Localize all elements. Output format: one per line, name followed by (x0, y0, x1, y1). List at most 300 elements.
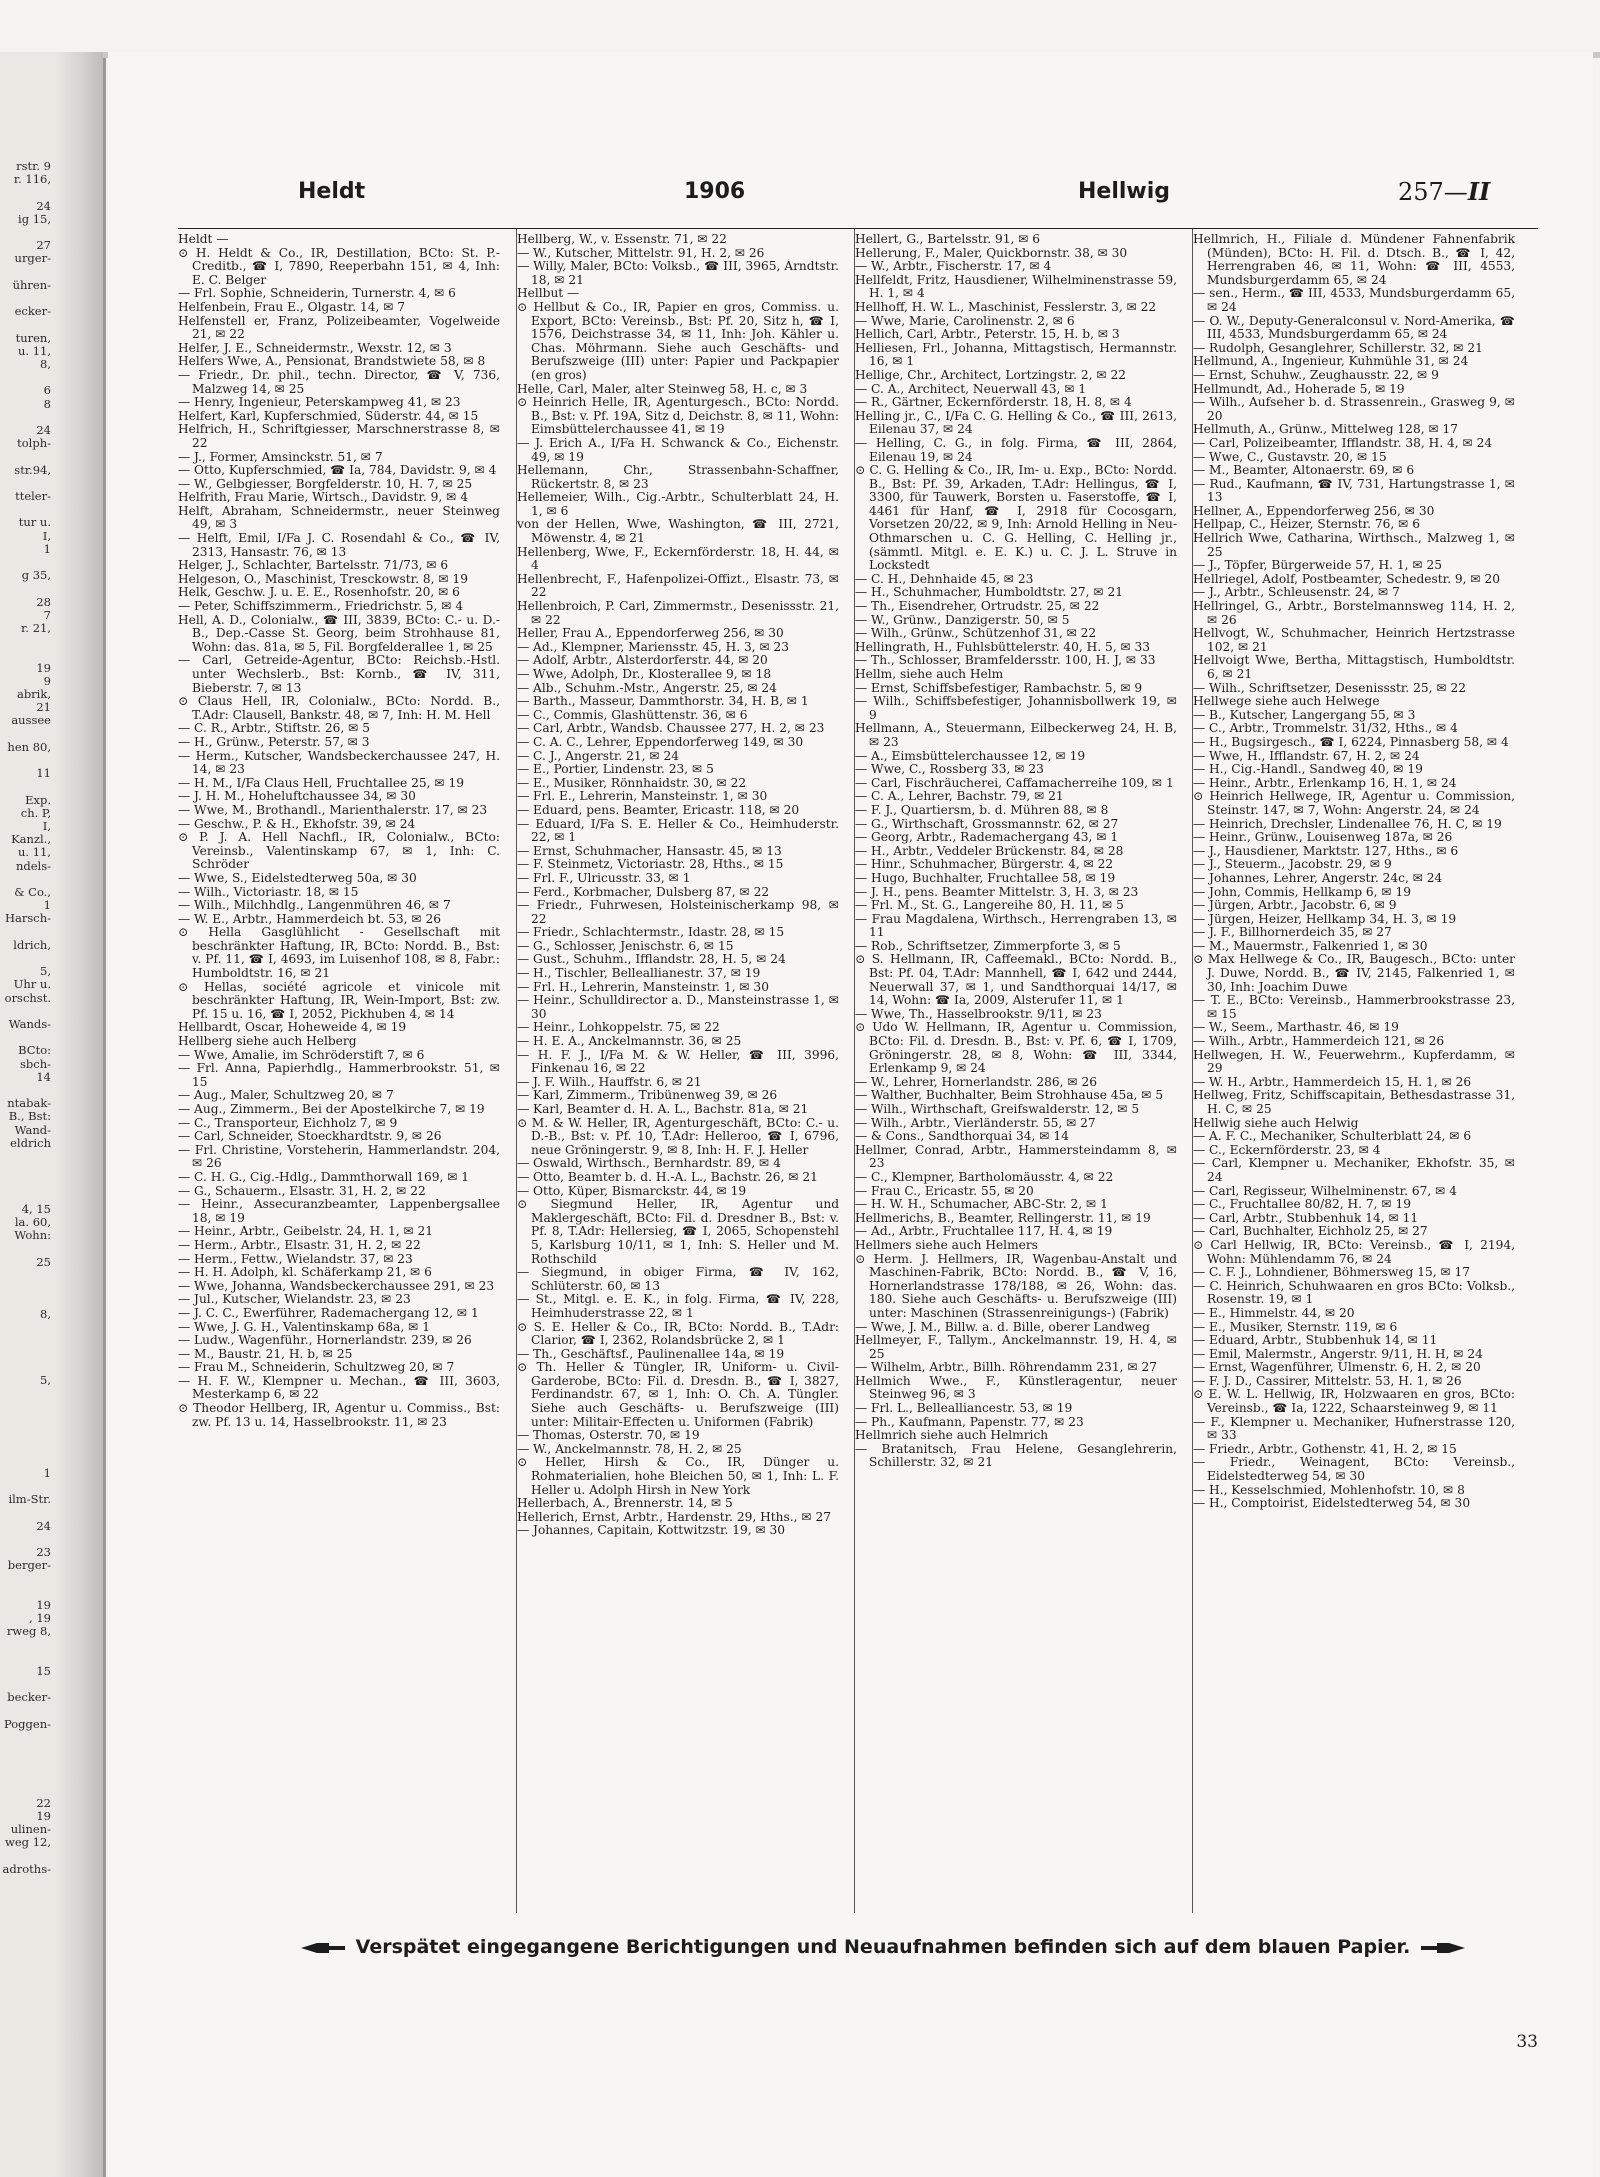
directory-entry: ⊙ Th. Heller & Tüngler, IR, Uniform- u. Civil-Garderobe, BCto: Fil. d. Dresdn. B., ☎ I, 3827, Ferdinandstr. 67, ✉ 1, Inh: O. Ch. A. Tüngler. Siehe auch Geschäfts- u. Berufszweige (III) unter: Militair-Effecten u. Uniformen (Fabrik) (517, 1360, 839, 1429)
directory-entry: — Barth., Masseur, Dammthorstr. 34, H. B, ✉ 1 (517, 694, 809, 709)
directory-entry: Hellmundt, Ad., Hoherade 5, ✉ 19 (1193, 381, 1405, 396)
directory-entry: — H., Arbtr., Veddeler Brückenstr. 84, ✉ 28 (855, 843, 1124, 858)
directory-entry: — C. A., Architect, Neuerwall 43, ✉ 1 (855, 381, 1087, 396)
directory-entry: — Heinr., Schulldirector a. D., Mansteinstrasse 1, ✉ 30 (517, 993, 839, 1021)
strip-fragment: 23 (36, 1545, 51, 1559)
directory-entry: — Wilhelm, Arbtr., Billh. Röhrendamm 231, ✉ 27 (855, 1360, 1158, 1375)
directory-entry: ⊙ C. G. Helling & Co., IR, Im- u. Exp., BCto: Nordd. B., Bst: Pf. 39, Arkaden, T.Adr: Hellingus, ☎ I, 3300, für Tauwerk, Borsten u. Faserstoffe, ☎ I, 4461 für Hanf, ☎ I, 2918 für Cocosgarn, Vorsetzen 20/22, ✉ 9, Inh: Arnold Helling in Neu-Othmarschen u. C. G. Helling, C. Helling jr., (sämmtl. Mitgl. e. E. K.) u. C. J. L. Struve in Lockstedt (855, 463, 1177, 573)
directory-entry: ⊙ Siegmund Heller, IR, Agentur und Maklergeschäft, BCto: Fil. d. Dresdner B., Bst: v. Pf. 8, T.Adr: Hellersieg, ☎ I, 2065, Schopenstehl 5, Karlsburg 10/11, ✉ 1, Inh: S. Heller und M. Rothschild (517, 1197, 839, 1266)
directory-entry: — Carl, Klempner u. Mechaniker, Ekhofstr. 35, ✉ 24 (1193, 1156, 1515, 1184)
strip-fragment: 8, (40, 357, 51, 371)
directory-entry: Hellberg, W., v. Essenstr. 71, ✉ 22 (517, 232, 727, 246)
directory-entry: — Willy, Maler, BCto: Volksb., ☎ III, 3965, Arndtstr. 18, ✉ 21 (517, 259, 839, 287)
directory-entry: — W., Gelbgiesser, Borgfelderstr. 10, H. 7, ✉ 25 (178, 476, 473, 491)
strip-fragment: 6 (43, 383, 51, 398)
directory-entry: — Frl. E., Lehrerin, Mansteinstr. 1, ✉ 30 (517, 789, 768, 804)
strip-fragment: u. 11, (17, 343, 51, 358)
directory-entry: — Friedr., Dr. phil., techn. Director, ☎ V, 736, Malzweg 14, ✉ 25 (178, 367, 500, 396)
directory-entry: — Frau C., Ericastr. 55, ✉ 20 (855, 1183, 1034, 1198)
directory-entry: — Karl, Beamter d. H. A. L., Bachstr. 81a, ✉ 21 (517, 1102, 809, 1116)
directory-entry: — Helling, C. G., in folg. Firma, ☎ III, 2864, Eilenau 19, ✉ 24 (855, 435, 1177, 464)
directory-columns (178, 228, 1538, 1909)
strip-fragment: 1 (43, 1465, 51, 1480)
directory-entry: — Helft, Emil, I/Fa J. C. Rosendahl & Co., ☎ IV, 2313, Hansastr. 76, ✉ 13 (178, 531, 500, 559)
directory-entry: ⊙ Herm. J. Hellmers, IR, Wagenbau-Anstalt und Maschinen-Fabrik, BCto: Nordd. B., ☎ V, 16, Hornerlandstrasse 178/188, ✉ 26, Wohn: das. 180. Siehe auch Geschäfts- u. Berufszweige (III) unter: Maschinen (Strassenreinigungs-) (Fabrik) (855, 1251, 1177, 1320)
directory-entry: — C. R., Arbtr., Stiftstr. 26, ✉ 5 (178, 721, 370, 736)
adjacent-page-strip (0, 52, 106, 2177)
directory-entry: — W., Kutscher, Mittelstr. 91, H. 2, ✉ 26 (517, 245, 765, 260)
strip-fragment: 9 (43, 673, 51, 688)
directory-entry: — Henry, Ingenieur, Peterskampweg 41, ✉ 23 (178, 395, 461, 410)
directory-entry: — H., Bugsirgesch., ☎ I, 6224, Pinnasberg 58, ✉ 4 (1193, 734, 1509, 749)
directory-entry: — Wilh., Aufseher b. d. Strassenrein., Grasweg 9, ✉ 20 (1193, 395, 1515, 423)
strip-fragment: 8, (40, 1307, 51, 1322)
directory-entry: — Jul., Kutscher, Wielandstr. 23, ✉ 23 (178, 1292, 411, 1307)
column-3 (854, 229, 1177, 1913)
directory-entry: Helling jr., C., I/Fa C. G. Helling & Co., ☎ III, 2613, Eilenau 37, ✉ 24 (855, 408, 1177, 437)
strip-fragment: 7 (43, 607, 51, 622)
strip-fragment: tur u. (18, 515, 51, 530)
directory-entry: ⊙ Carl Hellwig, IR, BCto: Vereinsb., ☎ I, 2194, Wohn: Mühlendamm 76, ✉ 24 (1193, 1237, 1515, 1266)
directory-page (108, 52, 1593, 2177)
directory-entry: — Ernst, Schiffsbefestiger, Rambachstr. 5, ✉ 9 (855, 680, 1143, 695)
directory-entry: — Friedr., Arbtr., Gothenstr. 41, H. 2, ✉ 15 (1193, 1441, 1457, 1456)
directory-entry: — Eduard, pens. Beamter, Ericastr. 118, ✉ 20 (517, 802, 800, 817)
directory-entry: ⊙ H. Heldt & Co., IR, Destillation, BCto: St. P.-Creditb., ☎ I, 7890, Reeperbahn 151, ✉ 4, Inh: E. C. Belger (178, 245, 500, 287)
directory-entry: — H. F. J., I/Fa M. & W. Heller, ☎ III, 3996, Finkenau 16, ✉ 22 (517, 1047, 839, 1076)
directory-entry: — M., Mauermstr., Falkenried 1, ✉ 30 (1193, 938, 1428, 953)
strip-fragment: 27 (36, 238, 51, 253)
directory-entry: Hellmrich siehe auch Helmrich (855, 1428, 1049, 1443)
directory-entry: — Frl. L., Bellealliancestr. 53, ✉ 19 (855, 1401, 1073, 1416)
directory-entry: — Alb., Schuhm.-Mstr., Angerstr. 25, ✉ 24 (517, 680, 777, 695)
strip-fragment: 28 (36, 594, 51, 609)
directory-entry: — Th., Eisendreher, Ortrudstr. 25, ✉ 22 (855, 599, 1100, 614)
directory-entry: — Wilh., Arbtr., Vierländerstr. 55, ✉ 27 (855, 1115, 1096, 1130)
directory-entry: — Hinr., Schuhmacher, Bürgerstr. 4, ✉ 22 (855, 857, 1114, 872)
strip-fragment: 4, 15 (21, 1201, 51, 1216)
strip-fragment: str.94, (14, 462, 51, 477)
directory-entry: — H. W. H., Schumacher, ABC-Str. 2, ✉ 1 (855, 1197, 1108, 1212)
directory-entry: Helfrich, H., Schriftgiesser, Marschnerstrasse 8, ✉ 22 (178, 422, 500, 450)
directory-entry: ⊙ Hellbut & Co., IR, Papier en gros, Commiss. u. Export, BCto: Vereinsb., Bst: Pf. 20, Sitz h, ☎ I, 1576, Deichstrasse 34, ✉ 11, Inh: Joh. Kähler u. Chas. Möhrmann. Siehe auch Geschäfts- und Berufszweige (III) unter: Papier und Packpapier (en gros) (517, 299, 839, 382)
strip-fragment: 11 (36, 766, 51, 781)
strip-fragment: ig 15, (18, 211, 51, 226)
directory-entry: — Wilh., Grünw., Schützenhof 31, ✉ 22 (855, 626, 1097, 641)
directory-entry: Helfer, J. E., Schneidermstr., Wexstr. 12, ✉ 3 (178, 340, 452, 355)
directory-entry: — T. E., BCto: Vereinsb., Hammerbrookstrasse 23, ✉ 15 (1193, 993, 1515, 1021)
directory-entry: — Wwe, Johanna, Wandsbeckerchaussee 291, ✉ 23 (178, 1278, 495, 1293)
strip-fragment: 22 (36, 1795, 51, 1810)
directory-entry: — E., Musiker, Rönnhaidstr. 30, ✉ 22 (517, 775, 747, 790)
directory-entry: — Th., Schlosser, Bramfeldersstr. 100, H. J, ✉ 33 (855, 653, 1156, 668)
strip-fragment: 19 (36, 1809, 51, 1823)
strip-fragment: r. 21, (21, 621, 51, 635)
directory-entry: — G., Wirthschaft, Grossmannstr. 62, ✉ 27 (855, 816, 1119, 831)
directory-entry: — C. H. G., Cig.-Hdlg., Dammthorwall 169, ✉ 1 (178, 1169, 470, 1184)
late-corrections-notice (258, 1927, 1508, 1967)
directory-entry: — Johannes, Capitain, Kottwitzstr. 19, ✉ 30 (517, 1523, 786, 1538)
directory-entry: Hellvoigt Wwe, Bertha, Mittagstisch, Humboldtstr. 6, ✉ 21 (1193, 653, 1515, 681)
directory-entry: von der Hellen, Wwe, Washington, ☎ III, 2721, Möwenstr. 4, ✉ 21 (517, 517, 839, 546)
directory-entry: Helle, Carl, Maler, alter Steinweg 58, H. c, ✉ 3 (517, 381, 808, 396)
running-header (178, 172, 1538, 212)
directory-entry: — J. H., pens. Beamter Mittelstr. 3, H. 3, ✉ 23 (855, 884, 1139, 899)
directory-entry: — J., Former, Amsinckstr. 51, ✉ 7 (178, 449, 383, 464)
directory-entry: — Aug., Maler, Schultzweg 20, ✉ 7 (178, 1088, 394, 1103)
directory-entry: — H., Schuhmacher, Humboldtstr. 27, ✉ 21 (855, 585, 1123, 600)
book-gutter (55, 52, 103, 2177)
directory-entry: Hellmer, Conrad, Arbtr., Hammersteindamm 8, ✉ 23 (855, 1142, 1177, 1171)
directory-entry: Hellerbach, A., Brennerstr. 14, ✉ 5 (517, 1496, 733, 1511)
strip-fragment: Poggen- (3, 1716, 51, 1731)
directory-entry: — Jürgen, Arbtr., Jacobstr. 6, ✉ 9 (1193, 898, 1397, 913)
directory-entry: — Wwe, C., Gustavstr. 20, ✉ 15 (1193, 449, 1387, 464)
directory-entry: — G., Schauerm., Elsastr. 31, H. 2, ✉ 22 (178, 1183, 426, 1198)
directory-entry: — Emil, Malermstr., Angerstr. 9/11, H. H, ✉ 24 (1193, 1346, 1483, 1361)
directory-entry: — Wwe, C., Rossberg 33, ✉ 23 (855, 762, 1044, 777)
directory-entry: — C. Heinrich, Schuhwaaren en gros BCto: Volksb., Rosenstr. 19, ✉ 1 (1193, 1278, 1515, 1307)
strip-fragment: 1 (43, 541, 51, 556)
directory-entry: — Friedr., Fuhrwesen, Holsteinischerkamp 98, ✉ 22 (517, 898, 839, 926)
directory-entry: — Aug., Zimmerm., Bei der Apostelkirche 7, ✉ 19 (178, 1102, 485, 1116)
directory-entry: — H. F. W., Klempner u. Mechan., ☎ III, 3603, Mesterkamp 6, ✉ 22 (178, 1373, 500, 1402)
strip-fragment: ecker- (14, 304, 51, 319)
directory-entry: Hellmann, A., Steuermann, Eilbeckerweg 24, H. B, ✉ 23 (855, 721, 1177, 749)
strip-fragment: eldrich (10, 1135, 51, 1150)
pointing-hand-icon (299, 1939, 349, 1957)
directory-entry: Heldt — (178, 232, 229, 246)
strip-fragment: rstr. 9 (16, 159, 51, 173)
directory-entry: — M., Beamter, Altonaerstr. 69, ✉ 6 (1193, 463, 1415, 478)
directory-entry: — Rudolph, Gesanglehrer, Schillerstr. 32, ✉ 21 (1193, 340, 1483, 355)
strip-fragment: 8 (43, 396, 51, 411)
directory-entry: — Carl, Arbtr., Wandsb. Chaussee 277, H. 2, ✉ 23 (517, 721, 825, 736)
strip-fragment: 21 (36, 700, 51, 715)
directory-entry: — Jürgen, Heizer, Hellkamp 34, H. 3, ✉ 19 (1193, 911, 1457, 926)
directory-entry: — Carl, Getreide-Agentur, BCto: Reichsb.-Hstl. unter Wechslerb., Bst: Kornb., ☎ IV, 311, Bieberstr. 7, ✉ 13 (178, 653, 500, 695)
directory-entry: Hellerung, F., Maler, Quickbornstr. 38, ✉ 30 (855, 245, 1128, 260)
directory-entry: — Heinr., Lohkoppelstr. 75, ✉ 22 (517, 1020, 720, 1035)
directory-entry: — Peter, Schiffszimmerm., Friedrichstr. 5, ✉ 4 (178, 599, 464, 614)
directory-entry: Hellwig siehe auch Helwig (1193, 1115, 1359, 1130)
strip-fragment: g 35, (21, 568, 51, 583)
strip-fragment: hen 80, (7, 739, 51, 754)
directory-entry: — sen., Herm., ☎ III, 4533, Mundsburgerdamm 65, ✉ 24 (1193, 286, 1515, 314)
directory-entry: ⊙ Udo W. Hellmann, IR, Agentur u. Commission, BCto: Fil. d. Dresdn. B., Bst: v. Pf. 6, ☎ I, 1709, Gröningerstr. 28, ✉ 8, Wohn: ☎ III, 3344, Erlenkamp 9, ✉ 24 (855, 1020, 1177, 1076)
directory-entry: — & Cons., Sandthorquai 34, ✉ 14 (855, 1129, 1069, 1144)
directory-entry: — Ernst, Schuhmacher, Hansastr. 45, ✉ 13 (517, 843, 782, 858)
directory-entry: ⊙ Hella Gasglühlicht - Gesellschaft mit beschränkter Haftung, IR, BCto: Nordd. B., Bst: v. Pf. 11, ☎ I, 4693, im Luisenhof 108, ✉ 8, Fabr.: Humboldtstr. 16, ✉ 21 (178, 925, 500, 981)
directory-entry: Helfert, Karl, Kupferschmied, Süderstr. 44, ✉ 15 (178, 408, 479, 423)
directory-entry: — Otto, Beamter b. d. H.-A. L., Bachstr. 26, ✉ 21 (517, 1169, 818, 1184)
directory-entry: Hellrich Wwe, Catharina, Wirthsch., Malzweg 1, ✉ 25 (1193, 531, 1515, 559)
strip-fragment: 1 (43, 898, 51, 913)
directory-entry: Hellfeldt, Fritz, Hausdiener, Wilhelminenstrasse 59, H. 1, ✉ 4 (855, 272, 1177, 301)
directory-entry: — Wilh., Wirthschaft, Greifswalderstr. 12, ✉ 5 (855, 1102, 1140, 1116)
directory-entry: ⊙ P. J. A. Hell Nachfl., IR, Colonialw., BCto: Vereinsb., Valentinskamp 67, ✉ 1, Inh: C. Schröder (178, 830, 500, 872)
directory-entry: ⊙ Heinrich Hellwege, IR, Agentur u. Commission, Steinstr. 147, ✉ 7, Wohn: Angerstr. 24, ✉ 24 (1193, 789, 1515, 817)
directory-entry: — M., Baustr. 21, H. b, ✉ 25 (178, 1346, 353, 1361)
strip-fragment: Harsch- (4, 911, 51, 926)
directory-entry: — F. J., Quartiersm, b. d. Mühren 88, ✉ 8 (855, 802, 1109, 817)
directory-entry: — Adolf, Arbtr., Alsterdorferstr. 44, ✉ 20 (517, 653, 768, 668)
directory-entry: Hellmrich, H., Filiale d. Mündener Fahnenfabrik (Münden), BCto: H. Fil. d. Dtsch. B., ☎ I, 42, Herrengraben 46, ✉ 11, Wohn: ☎ III, 4553, Mundsburgerdamm 65, ✉ 24 (1193, 232, 1515, 287)
strip-fragment: 19 (36, 1597, 51, 1612)
strip-fragment: I, (42, 819, 51, 833)
directory-entry: — Wilh., Schriftsetzer, Desenissstr. 25, ✉ 22 (1193, 680, 1466, 695)
directory-entry: — Walther, Buchhalter, Beim Strohhause 45a, ✉ 5 (855, 1088, 1164, 1103)
directory-entry: — Eduard, I/Fa S. E. Heller & Co., Heimhuderstr. 22, ✉ 1 (517, 816, 839, 845)
directory-entry: — Herm., Arbtr., Elsastr. 31, H. 2, ✉ 22 (178, 1237, 421, 1252)
directory-entry: ⊙ Theodor Hellberg, IR, Agentur u. Commiss., Bst: zw. Pf. 13 u. 14, Hasselbrookstr. 11, ✉ 23 (178, 1401, 500, 1429)
directory-entry: Hellm, siehe auch Helm (855, 667, 1004, 681)
directory-entry: — C., Commis, Glashüttenstr. 36, ✉ 6 (517, 707, 748, 722)
strip-fragment: r. 116, (13, 172, 51, 187)
directory-entry: — Wwe, S., Eidelstedterweg 50a, ✉ 30 (178, 870, 417, 885)
directory-entry: — Ernst, Schuhw., Zeughausstr. 22, ✉ 9 (1193, 367, 1439, 382)
directory-entry: — Oswald, Wirthsch., Bernhardstr. 89, ✉ 4 (517, 1156, 781, 1171)
directory-entry: — F., Klempner u. Mechaniker, Hufnerstrasse 120, ✉ 33 (1193, 1414, 1515, 1443)
directory-entry: — J. F. Wilh., Hauffstr. 6, ✉ 21 (517, 1074, 702, 1089)
directory-entry: — Herm., Fettw., Wielandstr. 37, ✉ 23 (178, 1251, 413, 1266)
directory-entry: Helft, Abraham, Schneidermstr., neuer Steinweg 49, ✉ 3 (178, 503, 500, 532)
directory-entry: — C., Transporteur, Eichholz 7, ✉ 9 (178, 1115, 398, 1130)
directory-entry: Hellenbrecht, F., Hafenpolizei-Offizt., Elsastr. 73, ✉ 22 (517, 571, 839, 600)
strip-fragment: sbch- (20, 1056, 51, 1071)
directory-entry: — Wwe, M., Brothandl., Marienthalerstr. 17, ✉ 23 (178, 802, 488, 817)
directory-entry: — Wilh., Milchhdlg., Langenmühren 46, ✉ 7 (178, 898, 451, 913)
directory-entry: — Heinr., Arbtr., Geibelstr. 24, H. 1, ✉ 21 (178, 1224, 434, 1239)
directory-entry: — Wwe, J. M., Billw. a. d. Bille, oberer Landweg (855, 1319, 1150, 1334)
directory-entry: Hellmund, A., Ingenieur, Kuhmühle 31, ✉ 24 (1193, 354, 1469, 369)
directory-entry: — Wwe, Adolph, Dr., Klosterallee 9, ✉ 18 (517, 667, 772, 681)
directory-entry: — B., Kutscher, Langergang 55, ✉ 3 (1193, 707, 1416, 722)
directory-entry: ⊙ M. & W. Heller, IR, Agenturgeschäft, BCto: C.- u. D.-B., Bst: v. Pf. 10, T.Adr: Helleroo, ☎ I, 6796, neue Gröningerstr. 9, ✉ 8, Inh: H. F. J. Heller (517, 1115, 839, 1157)
directory-entry: ⊙ Claus Hell, IR, Colonialw., BCto: Nordd. B., T.Adr: Clausell, Bankstr. 48, ✉ 7, Inh: H. M. Hell (178, 694, 500, 722)
notice-text: Verspätet eingegangene Berichtigungen und Neuaufnahmen befinden sich auf dem blauen Papier. (355, 1936, 1411, 1958)
strip-fragment: 24 (36, 198, 51, 213)
directory-entry: Hellige, Chr., Architect, Lortzingstr. 2, ✉ 22 (855, 367, 1126, 382)
directory-entry: — St., Mitgl. e. E. K., in folg. Firma, ☎ IV, 228, Heimhuderstrasse 22, ✉ 1 (517, 1292, 839, 1320)
directory-entry: — Gust., Schuhm., Ifflandstr. 28, H. 5, ✉ 24 (517, 952, 786, 967)
directory-entry: — Th., Geschäftsf., Paulinenallee 14a, ✉ 19 (517, 1346, 785, 1361)
directory-entry: — A., Eimsbüttelerchaussee 12, ✉ 19 (855, 748, 1086, 763)
strip-fragment: tteler- (15, 489, 51, 503)
directory-entry: — W., Seem., Marthastr. 46, ✉ 19 (1193, 1020, 1399, 1035)
header-year: 1906 (684, 179, 746, 204)
directory-entry: Hellbardt, Oscar, Hoheweide 4, ✉ 19 (178, 1020, 407, 1035)
directory-entry: — F. J. D., Cassirer, Mittelstr. 53, H. 1, ✉ 26 (1193, 1373, 1462, 1388)
strip-fragment: 24 (36, 1518, 51, 1533)
directory-entry: — Wwe, Marie, Carolinenstr. 2, ✉ 6 (855, 313, 1075, 328)
directory-entry: Hellvogt, W., Schuhmacher, Heinrich Hertzstrasse 102, ✉ 21 (1193, 626, 1515, 654)
directory-entry: ⊙ Heinrich Helle, IR, Agenturgesch., BCto: Nordd. B., Bst: v. Pf. 19A, Sitz d, Deichstr. 8, ✉ 11, Wohn: Eimsbüttelerchaussee 41, ✉ 19 (517, 395, 839, 437)
directory-entry: Hellriegel, Adolf, Postbeamter, Schedestr. 9, ✉ 20 (1193, 571, 1501, 586)
directory-entry: — Hugo, Buchhalter, Fruchtallee 58, ✉ 19 (855, 870, 1116, 885)
directory-entry: — Wilh., Schiffsbefestiger, Johannisbollwerk 19, ✉ 9 (855, 694, 1177, 722)
directory-entry: — H., Grünw., Peterstr. 57, ✉ 3 (178, 734, 370, 749)
directory-entry: — Otto, Kupferschmied, ☎ Ia, 784, Davidstr. 9, ✉ 4 (178, 463, 497, 478)
directory-entry: Helfenbein, Frau E., Olgastr. 14, ✉ 7 (178, 299, 406, 314)
column-1 (178, 229, 500, 1913)
directory-entry: — Georg, Arbtr., Rademachergang 43, ✉ 1 (855, 830, 1119, 845)
directory-entry: — C. H., Dehnhaide 45, ✉ 23 (855, 571, 1034, 586)
strip-fragment: ühren- (12, 277, 51, 292)
directory-entry: Helgeson, O., Maschinist, Tresckowstr. 8, ✉ 19 (178, 571, 468, 586)
header-page-number: 257—II (1398, 177, 1491, 206)
directory-entry: — Carl, Buchhalter, Eichholz 25, ✉ 27 (1193, 1224, 1428, 1239)
strip-fragment: adroths- (2, 1861, 51, 1876)
strip-fragment: orschst. (4, 990, 51, 1005)
directory-entry: — John, Commis, Hellkamp 6, ✉ 19 (1193, 884, 1412, 899)
strip-fragment: 24 (36, 423, 51, 437)
strip-fragment: urger- (14, 251, 51, 266)
directory-entry: — Wwe, Amalie, im Schröderstift 7, ✉ 6 (178, 1047, 425, 1062)
directory-entry: — Wilh., Arbtr., Hammerdeich 121, ✉ 26 (1193, 1034, 1445, 1049)
directory-entry: Hellich, Carl, Arbtr., Peterstr. 15, H. b, ✉ 3 (855, 327, 1120, 342)
directory-entry: — O. W., Deputy-Generalconsul v. Nord-Amerika, ☎ III, 4533, Mundsburgerdamm 65, ✉ 24 (1193, 313, 1515, 342)
strip-fragment: 19 (36, 660, 51, 675)
directory-entry: — W. H., Arbtr., Hammerdeich 15, H. 1, ✉ 26 (1193, 1074, 1472, 1089)
page-number: 33 (1516, 2032, 1538, 2052)
directory-entry: Hellberg siehe auch Helberg (178, 1034, 357, 1049)
directory-entry: — J., Töpfer, Bürgerweide 57, H. 1, ✉ 25 (1193, 558, 1443, 573)
header-first-name: Heldt (298, 179, 366, 204)
directory-entry: — Carl, Polizeibeamter, Ifflandstr. 38, H. 4, ✉ 24 (1193, 435, 1493, 450)
directory-entry: — J., Steuerm., Jacobstr. 29, ✉ 9 (1193, 857, 1392, 872)
strip-fragment: 5, (40, 1373, 51, 1388)
directory-entry: — Frl. Anna, Papierhdlg., Hammerbrookstr. 51, ✉ 15 (178, 1061, 500, 1089)
strip-fragment: ch. P, (20, 805, 51, 820)
directory-entry: — Carl, Arbtr., Stubbenhuk 14, ✉ 11 (1193, 1210, 1419, 1225)
directory-entry: — Frl. H., Lehrerin, Mansteinstr. 1, ✉ 30 (517, 979, 769, 994)
header-last-name: Hellwig (1078, 179, 1171, 204)
directory-entry: — W., Grünw., Danzigerstr. 50, ✉ 5 (855, 612, 1070, 627)
directory-entry: Hellweg, Fritz, Schiffscapitain, Bethesdastrasse 31, H. C, ✉ 25 (1193, 1088, 1515, 1116)
directory-entry: — Friedr., Schlachtermstr., Idastr. 28, ✉ 15 (517, 925, 785, 940)
directory-entry: — Carl, Regisseur, Wilhelminenstr. 67, ✉ 4 (1193, 1183, 1457, 1198)
directory-entry: — W. E., Arbtr., Hammerdeich bt. 53, ✉ 26 (178, 911, 441, 926)
directory-entry: — C. F. J., Lohndiener, Böhmersweg 15, ✉ 17 (1193, 1265, 1471, 1280)
directory-entry: Hellmerichs, B., Beamter, Rellingerstr. 11, ✉ 19 (855, 1210, 1151, 1225)
pointing-hand-icon (1417, 1939, 1467, 1957)
strip-fragment: ldrich, (13, 937, 51, 952)
directory-entry: — C. A. C., Lehrer, Eppendorferweg 149, ✉ 30 (517, 734, 804, 749)
directory-entry: Helfrith, Frau Marie, Wirtsch., Davidstr. 9, ✉ 4 (178, 490, 469, 505)
directory-entry: — Otto, Küper, Bismarckstr. 44, ✉ 19 (517, 1183, 747, 1198)
directory-entry: — F. Steinmetz, Victoriastr. 28, Hths., ✉ 15 (517, 857, 784, 872)
strip-fragment: Wands- (8, 1017, 51, 1031)
directory-entry: Hellmuth, A., Grünw., Mittelweg 128, ✉ 17 (1193, 422, 1459, 437)
directory-entry: — J. Erich A., I/Fa H. Schwanck & Co., Eichenstr. 49, ✉ 19 (517, 435, 839, 464)
directory-entry: — Ph., Kaufmann, Papenstr. 77, ✉ 23 (855, 1414, 1084, 1429)
directory-entry: Hellwegen, H. W., Feuerwehrm., Kupferdamm, ✉ 29 (1193, 1047, 1515, 1076)
directory-entry: ⊙ Max Hellwege & Co., IR, Baugesch., BCto: unter J. Duwe, Nordd. B., ☎ IV, 2145, Falkenried 1, ✉ 30, Inh: Joachim Duwe (1193, 952, 1515, 994)
directory-entry: — Heinrich, Drechsler, Lindenallee 76, H. C, ✉ 19 (1193, 816, 1502, 831)
directory-entry: Hellbut — (517, 286, 580, 301)
directory-entry: — E., Musiker, Sternstr. 119, ✉ 6 (1193, 1319, 1398, 1334)
strip-fragment: , 19 (29, 1611, 51, 1625)
strip-fragment: u. 11, (17, 845, 51, 860)
directory-entry: — Siegmund, in obiger Firma, ☎ IV, 162, Schlüterstr. 60, ✉ 13 (517, 1265, 839, 1293)
column-2 (516, 229, 839, 1913)
directory-entry: Hellmich Wwe., F., Künstleragentur, neuer Steinweg 96, ✉ 3 (855, 1373, 1177, 1402)
directory-entry: ⊙ Hellas, société agricole et vinicole mit beschränkter Haftung, IR, Wein-Import, Bst: zw. Pf. 15 u. 16, ☎ I, 2052, Pickhuben 4, ✉ 14 (178, 979, 500, 1021)
strip-fragment: Uhr u. (13, 977, 51, 992)
directory-entry: — Friedr., Weinagent, BCto: Vereinsb., Eidelstedterweg 54, ✉ 30 (1193, 1455, 1515, 1484)
directory-entry: Hellenbroich, P. Carl, Zimmermstr., Desenissstr. 21, ✉ 22 (517, 599, 839, 627)
directory-entry: — Carl, Schneider, Stoeckhardtstr. 9, ✉ 26 (178, 1129, 442, 1144)
directory-entry: — W., Anckelmannstr. 78, H. 2, ✉ 25 (517, 1441, 742, 1456)
strip-fragment: & Co., (14, 885, 51, 899)
directory-entry: — Wilh., Victoriastr. 18, ✉ 15 (178, 884, 359, 899)
directory-entry: — H., Cig.-Handl., Sandweg 40, ✉ 19 (1193, 762, 1423, 777)
directory-entry: — Geschw., P. & H., Ekhofstr. 39, ✉ 24 (178, 816, 416, 831)
directory-entry: Hellhoff, H. W. L., Maschinist, Fesslerstr. 3, ✉ 22 (855, 299, 1157, 314)
directory-entry: — Herm., Kutscher, Wandsbeckerchaussee 247, H. 14, ✉ 23 (178, 748, 500, 777)
strip-fragment: 5, (40, 964, 51, 979)
directory-entry: — E., Portier, Lindenstr. 23, ✉ 5 (517, 762, 714, 777)
directory-entry: — C., Fruchtallee 80/82, H. 7, ✉ 19 (1193, 1197, 1411, 1212)
strip-fragment: Wohn: (14, 1228, 51, 1243)
directory-entry: — Frl. F., Ulricusstr. 33, ✉ 1 (517, 870, 691, 885)
directory-entry: ⊙ S. E. Heller & Co., IR, BCto: Nordd. B., T.Adr: Clarior, ☎ I, 2362, Rolandsbrücke 2, ✉ 1 (517, 1319, 839, 1348)
directory-entry: — Rob., Schriftsetzer, Zimmerpforte 3, ✉ 5 (855, 938, 1121, 953)
directory-entry: — J., Hausdiener, Marktstr. 127, Hths., ✉ 6 (1193, 843, 1459, 858)
strip-fragment: aussee (11, 713, 51, 728)
directory-entry: ⊙ S. Hellmann, IR, Caffeemakl., BCto: Nordd. B., Bst: Pf. 04, T.Adr: Mannhell, ☎ I, 642 und 2444, Neuerwall 37, ✉ 1, und Sandthorquai 14/17, ✉ 14, Wohn: ☎ Ia, 2009, Alsterufer 11, ✉ 1 (855, 952, 1177, 1008)
directory-entry: Helger, J., Schlachter, Bartelsstr. 71/73, ✉ 6 (178, 558, 449, 573)
directory-entry: — A. F. C., Mechaniker, Schulterblatt 24, ✉ 6 (1193, 1129, 1472, 1144)
directory-entry: — Frau M., Schneiderin, Schultzweg 20, ✉ 7 (178, 1360, 455, 1375)
directory-entry: — Ad., Klempner, Mariensstr. 45, H. 3, ✉ 23 (517, 639, 790, 654)
directory-entry: Helfers Wwe, A., Pensionat, Brandstwiete 58, ✉ 8 (178, 354, 486, 369)
strip-fragment: Kanzl., (11, 832, 51, 847)
directory-entry: — Rud., Kaufmann, ☎ IV, 731, Hartungstrasse 1, ✉ 13 (1193, 476, 1515, 505)
strip-fragment: ntabak- (7, 1096, 51, 1111)
directory-entry: — Wwe, Th., Hasselbrookstr. 9/11, ✉ 23 (855, 1006, 1102, 1021)
directory-entry: — G., Schlosser, Jenischstr. 6, ✉ 15 (517, 938, 734, 953)
strip-fragment: becker- (7, 1690, 51, 1705)
directory-entry: — E., Himmelstr. 44, ✉ 20 (1193, 1305, 1355, 1320)
directory-entry: — Wwe, J. G. H., Valentinskamp 68a, ✉ 1 (178, 1319, 431, 1334)
directory-entry: Hellemeier, Wilh., Cig.-Arbtr., Schulterblatt 24, H. 1, ✉ 6 (517, 490, 839, 518)
strip-fragment: 15 (36, 1663, 51, 1678)
directory-entry: ⊙ Heller, Hirsh & Co., IR, Dünger u. Rohmaterialien, hohe Bleichen 50, ✉ 1, Inh: L. F. Heller u. Adolph Hirsh in New York (517, 1455, 839, 1497)
directory-entry: — Ad., Arbtr., Fruchtallee 117, H. 4, ✉ 19 (855, 1224, 1113, 1239)
strip-fragment: B., Bst: (8, 1109, 51, 1124)
strip-fragment: BCto: (18, 1043, 51, 1058)
strip-fragment: Wand- (14, 1122, 51, 1137)
directory-entry: — Frl. Sophie, Schneiderin, Turnerstr. 4, ✉ 6 (178, 286, 456, 301)
directory-entry: — Karl, Zimmerm., Tribünenweg 39, ✉ 26 (517, 1088, 778, 1103)
directory-entry: — H. H. Adolph, kl. Schäferkamp 21, ✉ 6 (178, 1265, 432, 1280)
directory-entry: — C. J., Angerstr. 21, ✉ 24 (517, 748, 679, 763)
directory-entry: — Frau Magdalena, Wirthsch., Herrengraben 13, ✉ 11 (855, 911, 1177, 940)
directory-entry: Hellerich, Ernst, Arbtr., Hardenstr. 29, Hths., ✉ 27 (517, 1509, 831, 1524)
strip-fragment: la. 60, (14, 1215, 51, 1229)
directory-entry: Helk, Geschw. J. u. E. E., Rosenhofstr. 20, ✉ 6 (178, 585, 460, 600)
directory-entry: Hellpap, C., Heizer, Sternstr. 76, ✉ 6 (1193, 517, 1420, 532)
directory-entry: — C., Eckernförderstr. 23, ✉ 4 (1193, 1142, 1381, 1157)
strip-fragment: rweg 8, (6, 1624, 51, 1639)
directory-entry: — Frl. M., St. G., Langereihe 80, H. 11, ✉ 5 (855, 898, 1124, 913)
directory-entry: — W., Arbtr., Fischerstr. 17, ✉ 4 (855, 259, 1052, 274)
strip-fragment: tolph- (17, 436, 51, 451)
directory-entry: — J. C. C., Ewerführer, Rademachergang 12, ✉ 1 (178, 1305, 479, 1320)
strip-fragment: abrik, (16, 687, 51, 701)
